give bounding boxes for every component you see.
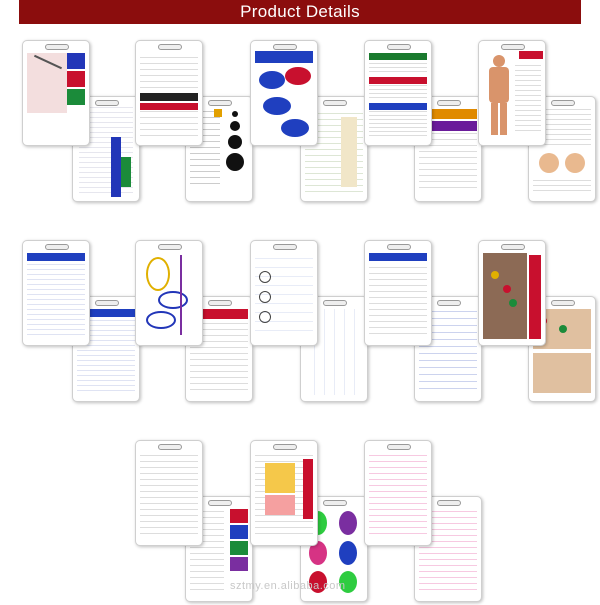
card-front	[478, 240, 546, 346]
product-respiratory-rate[interactable]	[364, 40, 482, 205]
product-weight-conversion[interactable]	[22, 240, 140, 405]
card-front	[22, 240, 90, 346]
product-phonetic-alphabet[interactable]	[364, 240, 482, 405]
card-front	[250, 440, 318, 546]
product-height-conversion[interactable]	[364, 440, 482, 605]
product-ekg-lead-placement[interactable]	[478, 240, 596, 405]
card-front	[364, 40, 432, 146]
card-front	[364, 240, 432, 346]
product-pain-scale[interactable]	[250, 40, 368, 205]
card-front	[135, 240, 203, 346]
product-fetal-heart[interactable]	[135, 240, 253, 405]
card-front	[135, 40, 203, 146]
card-front	[478, 40, 546, 146]
card-front	[364, 440, 432, 546]
product-vitals-chart[interactable]	[22, 40, 140, 205]
card-front	[250, 40, 318, 146]
card-front	[250, 240, 318, 346]
card-front	[22, 40, 90, 146]
header-title: Product Details	[240, 2, 360, 21]
product-rule-of-nines[interactable]	[478, 40, 596, 205]
watermark-text: sztmy.en.alibaba.com	[230, 580, 346, 592]
card-front	[135, 440, 203, 546]
product-wong-baker-faces[interactable]	[250, 240, 368, 405]
product-lab-values[interactable]	[135, 40, 253, 205]
